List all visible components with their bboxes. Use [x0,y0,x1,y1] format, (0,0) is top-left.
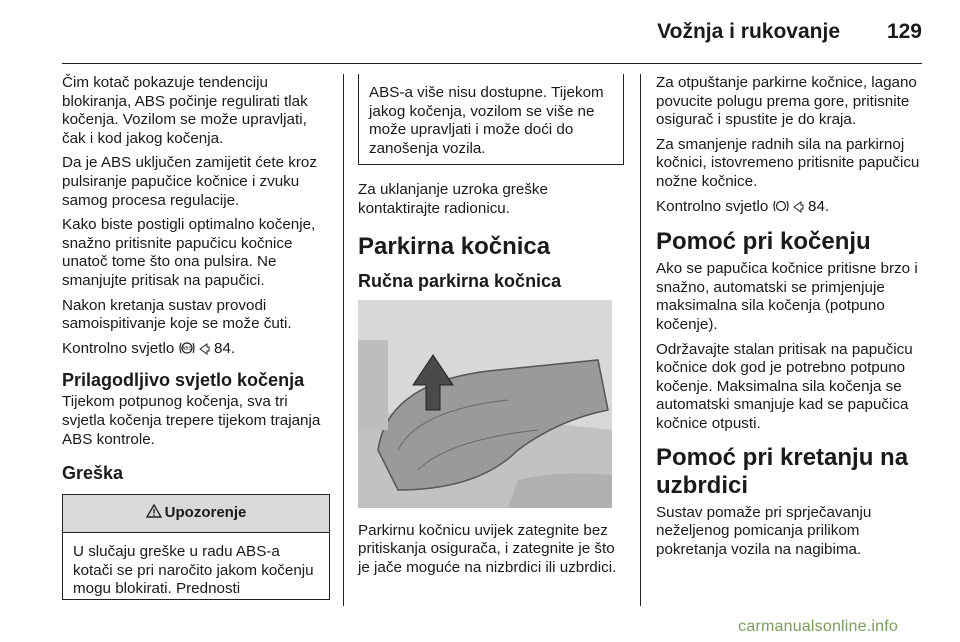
page-header [0,0,960,60]
paragraph-text: Kontrolno svjetlo [656,197,769,215]
section-heading: Prilagodljivo svjetlo kočenja [62,370,305,391]
paragraph-with-reference [62,340,330,361]
page-reference[interactable]: 84. [214,339,236,357]
paragraph: Parkirnu kočnicu uvijek zategnite bez pritiskanja osigurača, i zategnite je što je jače moguće na nizbrdici ili uzbrdici. [358,521,617,576]
subsection-heading: Ručna parkirna kočnica [358,270,562,291]
svg-text:ABS: ABS [181,345,192,352]
section-heading: Greška [62,463,124,484]
page-number: 129 [886,20,922,43]
paragraph: Čim kotač pokazuje tendenciju blokiranja, ABS počinje regulirati tlak kočenja. Vozilom se može upravljati, čak i kod jakog kočenja. [62,74,308,147]
paragraph: Nakon kretanja sustav provodi samoispitivanje koje se može čuti. [62,296,292,333]
section-heading: Pomoć pri kretanju na uzbrdici [656,443,909,499]
column-divider [343,74,344,606]
paragraph-text: Kontrolno svjetlo [62,339,175,357]
section-heading: Pomoć pri kočenju [656,228,871,256]
paragraph: Tijekom potpunog kočenja, sva tri svjetla kočenja trepere tijekom trajanja ABS kontrole. [62,393,321,448]
warning-box [62,494,330,600]
paragraph: Za uklanjanje uzroka greške kontaktirajte radionicu. [358,181,548,217]
paragraph: Sustav pomaže pri sprječavanju neželjenog pomicanja prilikom pokretanja vozila na nagibima. [656,503,872,558]
page-reference-arrow-icon[interactable] [199,342,210,361]
paragraph: Održavajte stalan pritisak na papučicu kočnice dok god je potrebno potpuno kočenje. Maksimalna sila kočenja se automatski smanjuje kad se papučica kočnice otpusti. [656,340,913,432]
warning-body: U slučaju greške u radu ABS-a kotači se pri naročito jakom kočenju mogu blokirati. Prednosti [73,543,314,598]
column-divider [640,74,641,606]
warning-header [63,495,329,533]
page-reference-arrow-icon[interactable] [793,200,804,219]
page-reference[interactable]: 84. [808,197,830,215]
column-2 [358,74,624,583]
parking-brake-lever-image [358,300,612,508]
warning-title: Upozorenje [164,504,247,522]
paragraph: Ako se papučica kočnice pritisne brzo i snažno, automatski se primjenjuje maksimalna sila kočenja (potpuno kočenje). [656,260,918,333]
abs-warning-lamp-icon [179,341,195,361]
paragraph: Kako biste postigli optimalno kočenje, snažno pritisnite papučicu kočnice unatoč tome što ona pulsira. Ne smanjujte pritisak na papučici. [62,216,316,289]
paragraph-with-reference [656,198,924,219]
watermark: carmanualsonline.info [738,618,898,635]
section-heading: Parkirna kočnica [358,232,551,260]
chapter-title: Vožnja i rukovanje [657,20,840,43]
warning-triangle-icon [146,504,162,524]
paragraph: Za smanjenje radnih sila na parkirnoj kočnici, istovremeno pritisnite papučicu nožne kočnice. [656,135,920,190]
column-1 [62,74,330,600]
brake-warning-lamp-icon [773,199,789,219]
paragraph: Za otpuštanje parkirne kočnice, lagano povucite polugu prema gore, pritisnite osigurač i spustite je do kraja. [656,74,917,129]
paragraph: Da je ABS uključen zamijetit ćete kroz pulsiranje papučice kočnice i zvuku samog procesa regulacije. [62,154,317,209]
warning-box-continued: ABS-a više nisu dostupne. Tijekom jakog kočenja, vozilom se više ne može upravljati i može doći do zanošenja vozila. [358,74,624,165]
column-3 [656,74,924,565]
header-rule [62,63,922,64]
